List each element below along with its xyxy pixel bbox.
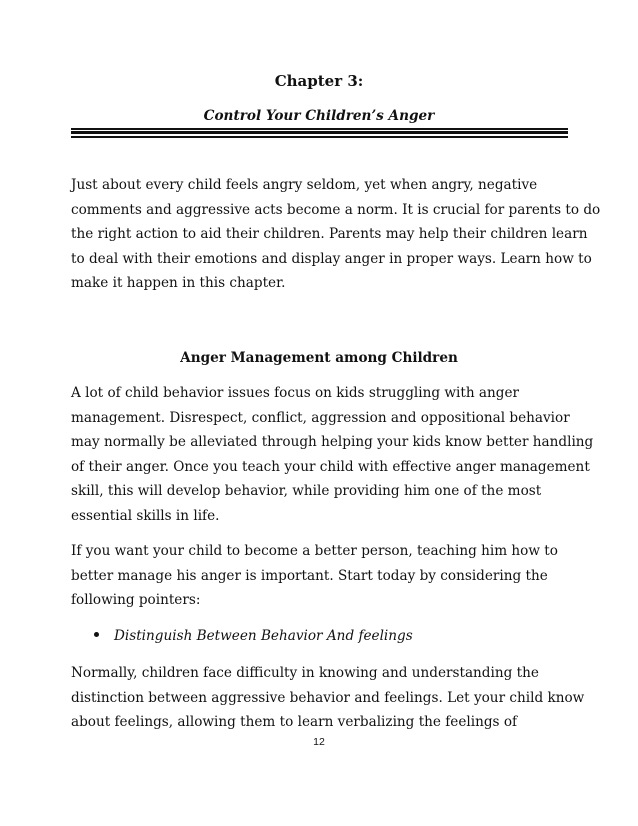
text-line: the right action to aid their children. Parents may help their children learn [71, 226, 588, 243]
bullet-text: Distinguish Between Behavior And feelings [114, 628, 413, 644]
text-line: may normally be alleviated through helping your kids know better handling [71, 434, 594, 451]
text-line: distinction between aggressive behavior and feelings. Let your child know [71, 689, 585, 706]
text-line: Just about every child feels angry seldom, yet when angry, negative [71, 177, 538, 193]
text-line: following pointers: [71, 592, 201, 609]
title-rule-top [71, 128, 568, 130]
text-line: A lot of child behavior issues focus on kids struggling with anger [71, 385, 520, 401]
text-line: If you want your child to become a better person, teaching him how to [71, 543, 558, 559]
intro-paragraph [71, 173, 601, 296]
text-line: Normally, children face difficulty in knowing and understanding the [71, 665, 539, 681]
text-line: management. Disrespect, conflict, aggression and oppositional behavior [71, 409, 570, 426]
section-heading: Anger Management among Children [180, 350, 458, 366]
text-line: essential skills in life. [71, 507, 220, 524]
text-line: about feelings, allowing them to learn verbalizing the feelings of [71, 714, 518, 731]
body-paragraph-2 [71, 539, 571, 613]
text-line: comments and aggressive acts become a norm. It is crucial for parents to do [71, 201, 601, 218]
page-number: 12 [313, 736, 325, 748]
bullet-dot-icon [94, 632, 99, 637]
body-paragraph-3 [71, 661, 585, 735]
text-line: better manage his anger is important. Start today by considering the [71, 567, 548, 584]
chapter-title: Control Your Children’s Anger [203, 108, 435, 124]
text-line: of their anger. Once you teach your child with effective anger management [71, 458, 590, 475]
title-rule-bottom [71, 136, 568, 138]
text-line: to deal with their emotions and display anger in proper ways. Learn how to [71, 250, 592, 267]
text-line: make it happen in this chapter. [71, 275, 286, 292]
title-rule-middle [71, 131, 568, 134]
body-paragraph-1 [71, 381, 594, 529]
chapter-number: Chapter 3: [274, 72, 364, 90]
text-line: skill, this will develop behavior, while providing him one of the most [71, 483, 542, 500]
bullet-item [94, 624, 413, 648]
